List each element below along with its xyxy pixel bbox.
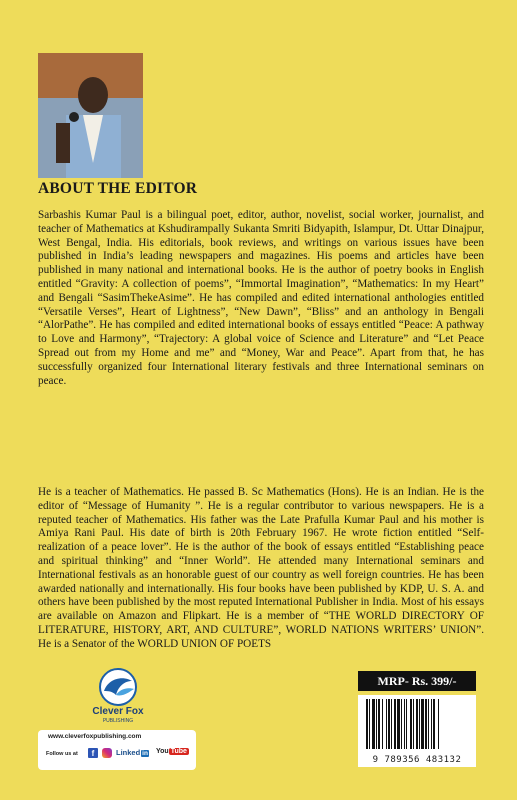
editor-photo — [38, 53, 143, 178]
youtube-icon[interactable] — [156, 748, 189, 755]
follow-label: Follow us at — [46, 751, 78, 757]
bio-paragraph: Sarbashis Kumar Paul is a bilingual poet, editor, author, novelist, social worker, journalist, and teacher of Mathematics at Kshudirampally Sukanta Smriti Bidyapith, Islampur, Dt. Uttar Dinajpur, West Bengal, India. His editorials, book reviews, and writings on various issues have been published in India’s leading newspapers and magazines. His poems and articles have been published in many national and international books. He is the author of poetry books in English entitled “Gravity: A collection of poems”, “Immortal Imagination”, “Mathematics: In my Heart” and Bengali “SasimThekeAsime”. He has compiled and edited international anthologies entitled “Versatile Verses”, Heart of Lightness”, “New Dawn”, “Bliss” and an anthology in Bengali “AlorPathe”. He has compiled and edited international books of essays entitled “Peace: A pathway to Love and Harmony”, “Trajectory: A global voice of Science and Literature” and “Let Peace Spread out from my Home and me” and “Money, War and Peace”. Apart from that, he has successfully organized four International literary festivals and three International seminars on peace. — [38, 209, 484, 387]
fox-logo-icon — [88, 667, 148, 725]
publisher-footer — [38, 730, 196, 770]
youtube-suffix: Tube — [170, 748, 187, 755]
linkedin-text: Linked — [116, 748, 141, 757]
publisher-logo — [88, 667, 148, 725]
isbn-number: 9 789356 483132 — [372, 755, 462, 765]
isbn-barcode — [358, 695, 476, 767]
publisher-website-link[interactable]: www.cleverfoxpublishing.com — [48, 733, 142, 740]
instagram-icon[interactable] — [102, 748, 112, 758]
linkedin-in: in — [142, 750, 148, 757]
details-paragraph: He is a teacher of Mathematics. He passed B. Sc Mathematics (Hons). He is an Indian. He is the editor of “Message of Humanity ”. He is a regular contributor to various newspapers. He is a reputed teacher of Mathematics. His father was the Late Prafulla Kumar Paul and his mother is Amiya Rani Paul. His date of birth is 20th February 1967. He wrote fiction entitled “Self-realization of a peace lover”. He is the author of the book of essays entitled “Establishing peace and spiritual thinking” and “Inner World”. He attended many International seminars and International festivals as an honorable guest of our country as well foreign countries. He has been awarded nationally and internationally. His four books have been published by KDP, U. S. A. and others have been published by the most reputed International Publisher in India. Most of his essays are available on Amazon and Flipkart. He is a member of “THE WORLD DIRECTORY OF LITERATURE, HISTORY, ART, AND CULTURE”, WORLD NATIONS WRITERS’ UNION”. He is a Senator of the WORLD UNION OF POETS — [38, 486, 484, 650]
youtube-prefix: You — [156, 748, 169, 755]
barcode-bars — [366, 699, 468, 751]
linkedin-icon[interactable] — [116, 748, 149, 757]
facebook-icon[interactable]: f — [88, 748, 98, 758]
section-heading: ABOUT THE EDITOR — [38, 180, 198, 197]
editor-portrait-illustration — [38, 53, 143, 178]
publisher-tagline: PUBLISHING — [102, 718, 134, 724]
price-label: MRP- Rs. 399/- — [358, 671, 476, 691]
publisher-name: Clever Fox — [92, 706, 144, 717]
